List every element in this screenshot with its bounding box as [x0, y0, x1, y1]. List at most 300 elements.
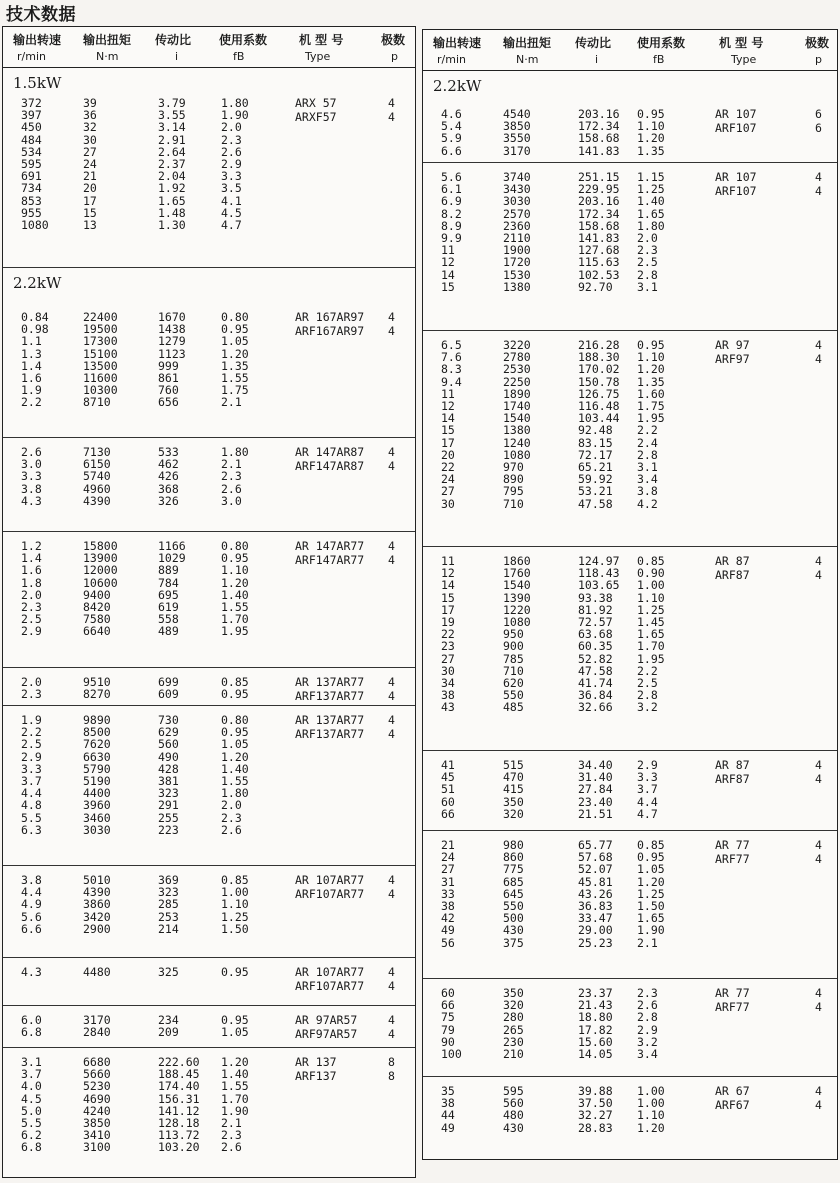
torque-cell: 710	[503, 496, 524, 511]
speed-cell: 3.0	[21, 457, 42, 472]
factor-cell: 2.9	[221, 157, 242, 171]
factor-cell: 3.4	[637, 472, 658, 487]
speed-cell: 4.9	[21, 897, 42, 912]
poles-value: 4	[388, 713, 395, 727]
torque-cell: 4690	[83, 1091, 111, 1106]
factor-cell: 1.40	[221, 587, 249, 602]
torque-cell: 6640	[83, 624, 111, 639]
poles-value: 4	[815, 1084, 822, 1098]
header-speed: 输出转速	[433, 36, 482, 50]
poles-value: 4	[388, 324, 395, 338]
ratio-cell: 92.48	[578, 423, 613, 438]
poles-value: 4	[815, 838, 822, 852]
gear-type: ARF77	[715, 852, 750, 866]
gear-type: ARF87	[715, 568, 750, 582]
torque-cell: 5790	[83, 761, 111, 776]
ratio-cell: 32.66	[578, 700, 613, 715]
poles-value: 4	[388, 96, 395, 110]
power-section	[3, 706, 415, 866]
ratio-cell: 489	[158, 624, 179, 639]
speed-cell: 3.7	[21, 1067, 42, 1082]
torque-cell: 280	[503, 1010, 524, 1025]
torque-cell: 350	[503, 986, 524, 1000]
torque-cell: 39	[83, 96, 97, 110]
speed-cell: 5.0	[21, 1103, 42, 1118]
ratio-cell: 291	[158, 798, 179, 813]
torque-cell: 13900	[83, 551, 118, 566]
ratio-cell: 36.84	[578, 688, 613, 703]
speed-cell: 66	[441, 998, 455, 1013]
speed-cell: 20	[441, 447, 455, 462]
poles-value: 4	[388, 1013, 395, 1027]
header-poles: 极数	[381, 33, 406, 47]
ratio-cell: 72.17	[578, 447, 613, 462]
torque-cell: 375	[503, 935, 524, 950]
ratio-cell: 174.40	[158, 1079, 200, 1094]
factor-cell: 1.45	[637, 615, 665, 629]
ratio-cell: 656	[158, 395, 179, 410]
speed-cell: 12	[441, 399, 455, 413]
torque-cell: 1540	[503, 578, 531, 593]
speed-cell: 5.9	[441, 131, 462, 146]
torque-cell: 775	[503, 862, 524, 877]
poles-value: 4	[815, 852, 822, 866]
table-row	[423, 1047, 837, 1061]
speed-cell: 51	[441, 782, 455, 797]
gear-type: ARF87	[715, 772, 750, 786]
speed-cell: 6.6	[21, 921, 42, 936]
ratio-cell: 93.38	[578, 590, 613, 605]
ratio-cell: 47.58	[578, 496, 613, 511]
ratio-cell: 325	[158, 965, 179, 979]
factor-cell: 1.40	[221, 1067, 249, 1082]
factor-cell: 1.40	[221, 761, 249, 776]
gear-type: AR 107	[715, 107, 757, 121]
torque-cell: 3220	[503, 338, 531, 352]
factor-cell: 2.1	[221, 1116, 242, 1130]
speed-cell: 15	[441, 590, 455, 605]
factor-cell: 1.00	[637, 1084, 665, 1098]
torque-cell: 350	[503, 794, 524, 809]
ratio-cell: 31.40	[578, 770, 613, 785]
ratio-cell: 15.60	[578, 1034, 613, 1049]
speed-cell: 8.2	[441, 206, 462, 221]
factor-cell: 1.70	[221, 1091, 249, 1106]
torque-cell: 550	[503, 688, 524, 703]
speed-cell: 12	[441, 255, 455, 270]
header-speed: 输出转速	[13, 33, 62, 47]
torque-cell: 27	[83, 144, 97, 159]
speed-cell: 9.4	[441, 374, 462, 389]
torque-cell: 8420	[83, 600, 111, 614]
speed-cell: 4.3	[21, 965, 42, 979]
table-row	[423, 144, 837, 158]
header-type: 机 型 号	[719, 36, 764, 50]
header-poles: 极数	[805, 36, 830, 50]
poles-value: 6	[815, 107, 822, 121]
torque-cell: 890	[503, 472, 524, 487]
ratio-cell: 23.40	[578, 794, 613, 809]
gear-type: AR 107AR77	[295, 965, 365, 979]
factor-cell: 1.90	[637, 923, 665, 938]
gear-type: ARF107AR77	[295, 979, 365, 993]
torque-cell: 4390	[83, 493, 111, 508]
speed-cell: 15	[441, 423, 455, 438]
factor-cell: 1.25	[637, 886, 665, 901]
torque-cell: 11600	[83, 371, 118, 385]
power-section	[3, 268, 415, 438]
ratio-cell: 21.43	[578, 998, 613, 1013]
gear-type: AR 87	[715, 758, 750, 772]
factor-cell: 3.0	[221, 493, 242, 508]
factor-cell: 2.3	[221, 132, 242, 147]
factor-cell: 3.3	[221, 169, 242, 184]
speed-cell: 397	[21, 108, 42, 123]
torque-cell: 480	[503, 1108, 524, 1123]
torque-cell: 22400	[83, 310, 118, 324]
torque-cell: 1540	[503, 411, 531, 426]
factor-cell: 1.15	[637, 170, 665, 184]
torque-cell: 5010	[83, 873, 111, 887]
poles-value: 8	[388, 1069, 395, 1083]
speed-cell: 31	[441, 874, 455, 889]
ratio-cell: 158.68	[578, 131, 620, 146]
ratio-cell: 203.16	[578, 107, 620, 121]
ratio-cell: 730	[158, 713, 179, 727]
poles-value: 8	[388, 1055, 395, 1069]
ratio-cell: 619	[158, 600, 179, 614]
ratio-cell: 53.21	[578, 484, 613, 499]
ratio-cell: 128.18	[158, 1116, 200, 1130]
torque-cell: 7130	[83, 445, 111, 459]
speed-cell: 450	[21, 120, 42, 135]
speed-cell: 14	[441, 411, 455, 426]
power-section	[3, 438, 415, 532]
speed-cell: 38	[441, 688, 455, 703]
torque-cell: 4960	[83, 481, 111, 496]
poles-value: 4	[815, 568, 822, 582]
power-section	[423, 331, 837, 547]
factor-cell: 3.1	[637, 279, 658, 294]
factor-cell: 2.3	[221, 810, 242, 825]
gear-type: ARF147AR77	[295, 553, 365, 567]
ratio-cell: 609	[158, 687, 179, 702]
table-row	[3, 1140, 415, 1154]
ratio-cell: 141.83	[578, 143, 620, 158]
speed-cell: 3.3	[21, 469, 42, 484]
poles-value: 4	[388, 727, 395, 741]
ratio-cell: 83.15	[578, 435, 613, 450]
ratio-cell: 533	[158, 445, 179, 459]
torque-cell: 9400	[83, 587, 111, 602]
torque-cell: 1530	[503, 267, 531, 282]
factor-cell: 2.4	[637, 435, 658, 450]
factor-cell: 2.8	[637, 267, 658, 282]
torque-cell: 2110	[503, 231, 531, 245]
power-section	[423, 979, 837, 1077]
ratio-cell: 1.48	[158, 205, 186, 220]
factor-cell: 1.95	[221, 624, 249, 639]
torque-cell: 2840	[83, 1025, 111, 1040]
speed-cell: 23	[441, 639, 455, 654]
torque-cell: 595	[503, 1084, 524, 1098]
torque-cell: 3420	[83, 909, 111, 924]
speed-cell: 4.4	[21, 885, 42, 900]
factor-cell: 2.3	[637, 243, 658, 258]
factor-cell: 1.70	[221, 612, 249, 627]
header-poles-unit: p	[815, 53, 822, 66]
ratio-cell: 25.23	[578, 935, 613, 950]
factor-cell: 1.05	[221, 1025, 249, 1040]
ratio-cell: 253	[158, 909, 179, 924]
torque-cell: 9510	[83, 675, 111, 689]
speed-cell: 1.6	[21, 371, 42, 385]
header-torque: 输出扭矩	[83, 33, 132, 47]
poles-value: 4	[388, 689, 395, 703]
torque-cell: 7580	[83, 612, 111, 627]
right-table-body	[423, 71, 837, 1160]
speed-cell: 5.5	[21, 810, 42, 825]
torque-cell: 685	[503, 874, 524, 889]
torque-cell: 17	[83, 193, 97, 208]
speed-cell: 3.3	[21, 761, 42, 776]
speed-cell: 1.4	[21, 358, 42, 373]
factor-cell: 0.95	[221, 965, 249, 979]
ratio-cell: 560	[158, 737, 179, 752]
speed-cell: 60	[441, 986, 455, 1000]
poles-value: 4	[388, 1027, 395, 1041]
torque-cell: 860	[503, 850, 524, 865]
speed-cell: 3.7	[21, 774, 42, 788]
ratio-cell: 3.14	[158, 120, 186, 135]
factor-cell: 1.20	[221, 749, 249, 764]
torque-cell: 15100	[83, 346, 118, 361]
speed-cell: 66	[441, 806, 455, 821]
speed-cell: 5.5	[21, 1116, 42, 1130]
ratio-cell: 116.48	[578, 399, 620, 413]
ratio-cell: 32.27	[578, 1108, 613, 1123]
torque-cell: 230	[503, 1034, 524, 1049]
factor-cell: 1.35	[637, 143, 665, 158]
torque-cell: 550	[503, 899, 524, 913]
speed-cell: 2.6	[21, 445, 42, 459]
torque-cell: 8500	[83, 725, 111, 740]
factor-cell: 1.10	[221, 563, 249, 578]
torque-cell: 415	[503, 782, 524, 797]
factor-cell: 2.6	[221, 822, 242, 837]
speed-cell: 11	[441, 554, 455, 568]
ratio-cell: 255	[158, 810, 179, 825]
torque-cell: 19500	[83, 322, 118, 337]
ratio-cell: 103.20	[158, 1140, 200, 1155]
poles-value: 4	[815, 986, 822, 1000]
torque-cell: 20	[83, 181, 97, 196]
ratio-cell: 113.72	[158, 1128, 200, 1143]
factor-cell: 1.55	[221, 1079, 249, 1094]
factor-cell: 1.25	[637, 602, 665, 617]
poles-value: 4	[815, 1000, 822, 1014]
ratio-cell: 3.55	[158, 108, 186, 123]
torque-cell: 5230	[83, 1079, 111, 1094]
torque-cell: 1720	[503, 255, 531, 270]
ratio-cell: 462	[158, 457, 179, 472]
speed-cell: 100	[441, 1047, 462, 1061]
gear-type: AR 77	[715, 838, 750, 852]
gear-type: ARF147AR87	[295, 459, 365, 473]
ratio-cell: 45.81	[578, 874, 613, 889]
factor-cell: 1.80	[221, 445, 249, 459]
speed-cell: 38	[441, 899, 455, 913]
torque-cell: 1760	[503, 566, 531, 581]
speed-cell: 34	[441, 676, 455, 690]
power-label: 1.5kW	[13, 74, 62, 92]
speed-cell: 60	[441, 794, 455, 809]
factor-cell: 2.6	[221, 481, 242, 496]
gear-type: AR 87	[715, 554, 750, 568]
factor-cell: 1.10	[637, 350, 665, 365]
poles-value: 4	[388, 873, 395, 887]
factor-cell: 1.00	[637, 1096, 665, 1111]
factor-cell: 2.1	[221, 395, 242, 410]
ratio-cell: 889	[158, 563, 179, 578]
factor-cell: 0.95	[221, 725, 249, 740]
torque-cell: 980	[503, 838, 524, 852]
ratio-cell: 41.74	[578, 676, 613, 690]
torque-cell: 645	[503, 886, 524, 901]
power-section	[3, 532, 415, 668]
factor-cell: 1.55	[221, 774, 249, 788]
factor-cell: 2.9	[637, 758, 658, 772]
ratio-cell: 63.68	[578, 627, 613, 642]
torque-cell: 3960	[83, 798, 111, 813]
speed-cell: 4.3	[21, 493, 42, 508]
torque-cell: 485	[503, 700, 524, 715]
ratio-cell: 27.84	[578, 782, 613, 797]
factor-cell: 4.4	[637, 794, 658, 809]
table-row	[3, 218, 415, 232]
speed-cell: 12	[441, 566, 455, 581]
speed-cell: 30	[441, 663, 455, 678]
ratio-cell: 222.60	[158, 1055, 200, 1069]
gear-type: AR 137	[295, 1055, 337, 1069]
ratio-cell: 52.82	[578, 651, 613, 666]
factor-cell: 3.8	[637, 484, 658, 499]
ratio-cell: 695	[158, 587, 179, 602]
ratio-cell: 126.75	[578, 386, 620, 401]
factor-cell: 2.0	[221, 120, 242, 135]
torque-cell: 620	[503, 676, 524, 690]
poles-value: 4	[388, 539, 395, 553]
speed-cell: 0.98	[21, 322, 49, 337]
speed-cell: 5.6	[441, 170, 462, 184]
factor-cell: 1.20	[637, 131, 665, 146]
torque-cell: 10300	[83, 383, 118, 398]
torque-cell: 4400	[83, 786, 111, 801]
factor-cell: 0.90	[637, 566, 665, 581]
ratio-cell: 37.50	[578, 1096, 613, 1111]
speed-cell: 3.8	[21, 481, 42, 496]
speed-cell: 4.4	[21, 786, 42, 801]
factor-cell: 1.80	[637, 218, 665, 233]
factor-cell: 1.10	[637, 1108, 665, 1123]
factor-cell: 1.25	[637, 182, 665, 197]
speed-cell: 1.3	[21, 346, 42, 361]
torque-cell: 1390	[503, 590, 531, 605]
factor-cell: 1.55	[221, 371, 249, 385]
ratio-cell: 1123	[158, 346, 186, 361]
ratio-cell: 381	[158, 774, 179, 788]
torque-cell: 3850	[83, 1116, 111, 1130]
factor-cell: 2.1	[637, 935, 658, 950]
factor-cell: 1.20	[221, 575, 249, 590]
ratio-cell: 29.00	[578, 923, 613, 938]
speed-cell: 595	[21, 157, 42, 171]
torque-cell: 21	[83, 169, 97, 184]
ratio-cell: 17.82	[578, 1022, 613, 1037]
speed-cell: 42	[441, 911, 455, 926]
speed-cell: 79	[441, 1022, 455, 1037]
torque-cell: 3170	[503, 143, 531, 158]
factor-cell: 3.7	[637, 782, 658, 797]
torque-cell: 2570	[503, 206, 531, 221]
table-row	[423, 280, 837, 294]
speed-cell: 2.2	[21, 395, 42, 410]
factor-cell: 3.4	[637, 1047, 658, 1061]
ratio-cell: 760	[158, 383, 179, 398]
factor-cell: 4.5	[221, 205, 242, 220]
speed-cell: 4.5	[21, 1091, 42, 1106]
gear-type: ARF107AR77	[295, 887, 365, 901]
table-row	[3, 922, 415, 936]
factor-cell: 1.55	[221, 600, 249, 614]
torque-cell: 32	[83, 120, 97, 135]
gear-type: AR 67	[715, 1084, 750, 1098]
poles-value: 4	[815, 758, 822, 772]
factor-cell: 4.2	[637, 496, 658, 511]
poles-value: 4	[388, 459, 395, 473]
gear-type: ARF167AR97	[295, 324, 365, 338]
torque-cell: 900	[503, 639, 524, 654]
factor-cell: 0.85	[221, 873, 249, 887]
torque-cell: 2900	[83, 921, 111, 936]
ratio-cell: 124.97	[578, 554, 620, 568]
factor-cell: 2.1	[221, 457, 242, 472]
header-factor: 使用系数	[219, 33, 268, 47]
gear-type: ARF137AR77	[295, 727, 365, 741]
ratio-cell: 158.68	[578, 218, 620, 233]
factor-cell: 1.20	[221, 1055, 249, 1069]
ratio-cell: 18.80	[578, 1010, 613, 1025]
gear-type: ARF137AR77	[295, 689, 365, 703]
poles-value: 4	[388, 445, 395, 459]
torque-cell: 24	[83, 157, 97, 171]
factor-cell: 1.90	[221, 108, 249, 123]
speed-cell: 27	[441, 862, 455, 877]
speed-cell: 15	[441, 279, 455, 294]
header-poles-unit: p	[391, 50, 398, 63]
ratio-cell: 1279	[158, 334, 186, 349]
torque-cell: 1380	[503, 423, 531, 438]
ratio-cell: 156.31	[158, 1091, 200, 1106]
factor-cell: 1.05	[221, 334, 249, 349]
factor-cell: 1.95	[637, 411, 665, 426]
ratio-cell: 59.92	[578, 472, 613, 487]
speed-cell: 21	[441, 838, 455, 852]
gear-type: ARF97AR57	[295, 1027, 358, 1041]
factor-cell: 2.3	[221, 469, 242, 484]
torque-cell: 5660	[83, 1067, 111, 1082]
factor-cell: 1.80	[221, 96, 249, 110]
